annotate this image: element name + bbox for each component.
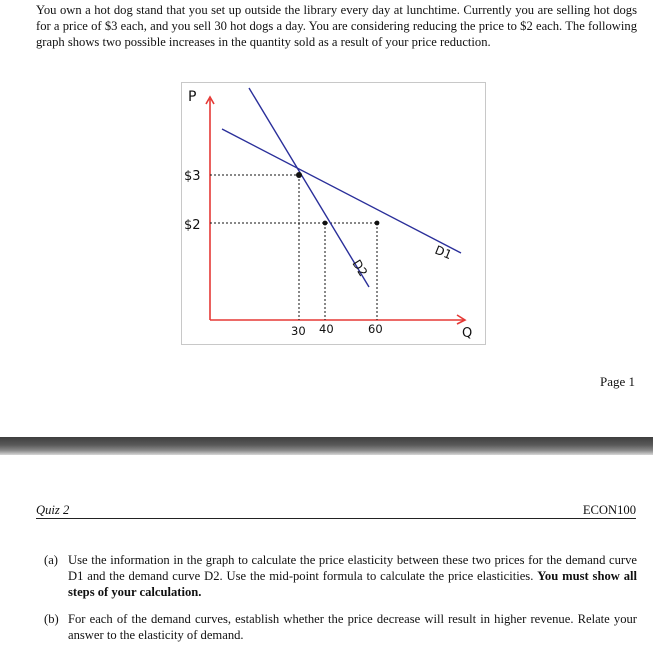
question-b-text: For each of the demand curves, establish whether the price decrease will result in higher revenue. Relate your answer to the elasticity of demand.: [68, 612, 637, 642]
header-rule: [36, 518, 636, 519]
demand-graph-svg: [182, 83, 485, 344]
intro-paragraph: You own a hot dog stand that you set up outside the library every day at lunchtime. Currently you are selling hot dogs for a price of $3 each, and you sell 30 hot dogs a day. You are considering reducing the price to $2 each. The following graph shows two possible increases in the quantity sold as a result of your price reduction.: [36, 3, 637, 49]
question-a-label: (a): [44, 553, 58, 567]
demand-graph: [181, 82, 486, 345]
question-a: [44, 553, 637, 600]
x-tick-30: 30: [291, 324, 306, 338]
point-q60-p2: [375, 221, 380, 226]
question-a-emphasis: You must show all steps of your calculation.: [68, 568, 637, 599]
header-quiz-title: Quiz 2: [36, 503, 70, 517]
page-divider: [0, 437, 653, 455]
x-tick-60: 60: [368, 322, 383, 336]
question-b: [44, 612, 637, 644]
demand-curve-d1: [222, 129, 461, 253]
y-tick-2: $2: [184, 218, 201, 233]
label-d1: D1: [432, 242, 454, 263]
page-number: Page 1: [599, 374, 635, 389]
x-axis-label: Q: [462, 326, 473, 341]
point-q30-p3: [296, 172, 302, 178]
page-2: [0, 455, 653, 667]
question-a-text: Use the information in the graph to calculate the price elasticity between these two prices for the demand curve D1 and the demand curve D2. Use the mid-point formula to calculate the price elasticities.: [68, 553, 637, 583]
label-d2: D2: [349, 257, 371, 279]
y-axis-label: P: [188, 89, 197, 105]
y-tick-3: $3: [184, 169, 201, 184]
demand-curve-d2: [249, 88, 369, 287]
question-b-label: (b): [44, 612, 59, 626]
header-course-code: ECON100: [582, 503, 636, 517]
x-tick-40: 40: [319, 322, 334, 336]
point-q40-p2: [323, 221, 328, 226]
